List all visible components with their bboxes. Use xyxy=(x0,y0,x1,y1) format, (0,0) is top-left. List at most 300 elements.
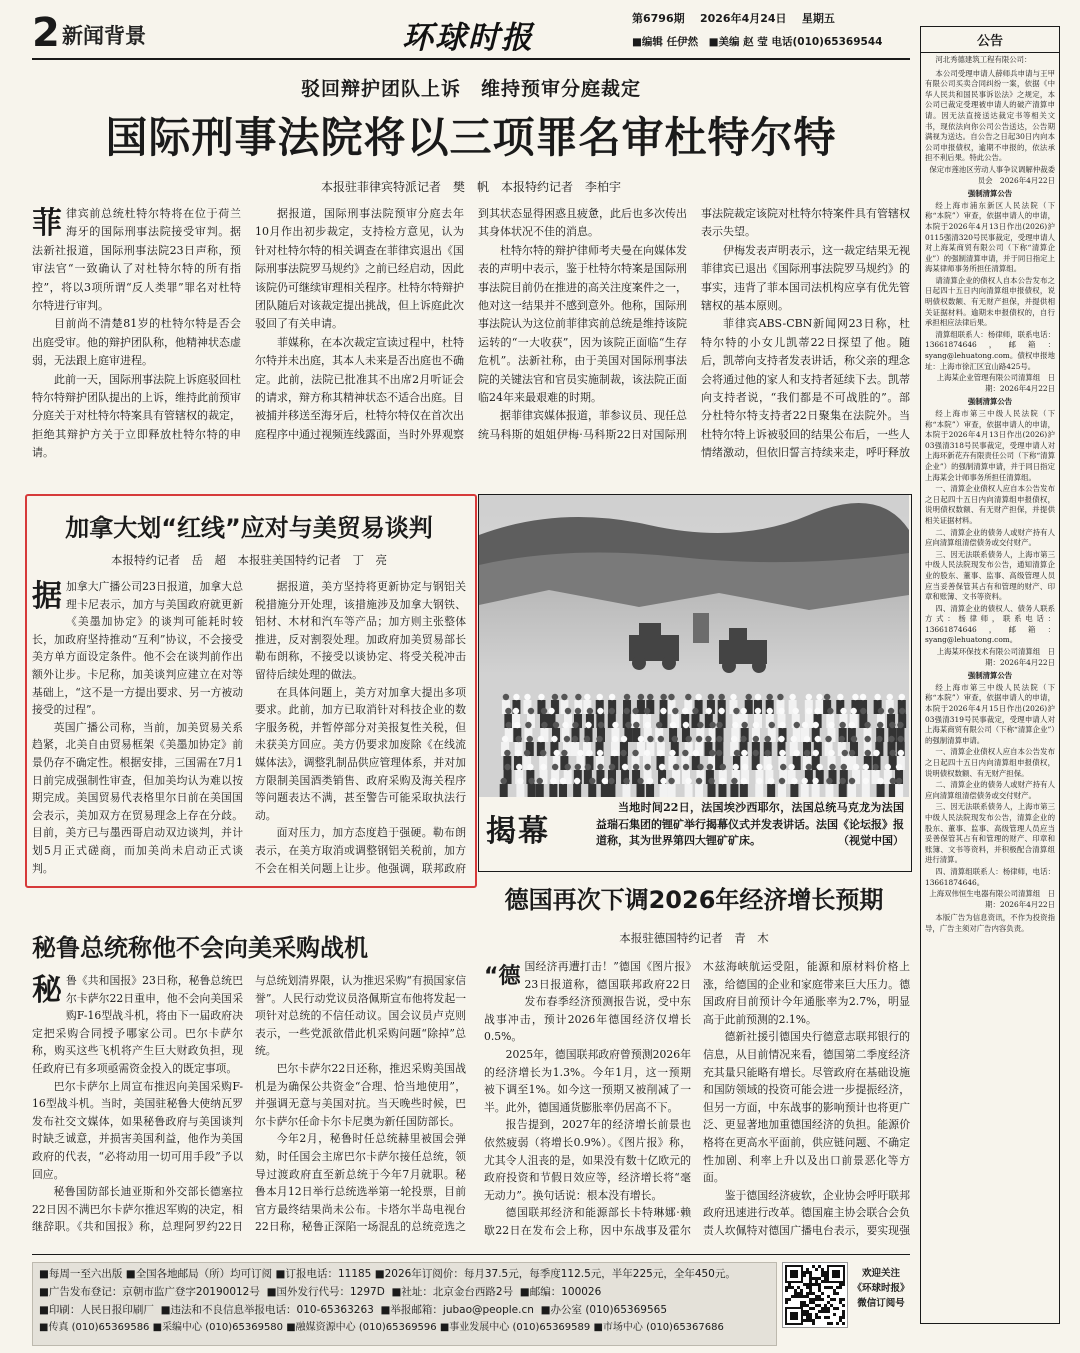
person-head xyxy=(597,750,603,756)
germany-byline: 本报驻德国特约记者 青 木 xyxy=(619,931,769,945)
person-head xyxy=(806,694,812,700)
person xyxy=(730,784,738,797)
paragraph: 报告提到，2027年的经济增长前景也依然疲弱（将增长0.9%）。《图片报》称，尤其令人沮丧的是，如果没有数十亿欧元的政府投资和节假日效应等，经济增长将“毫无动力”。换句话说：根本没有增长。 xyxy=(484,1118,691,1202)
person-head xyxy=(849,750,855,756)
person-head xyxy=(587,708,593,714)
person-head xyxy=(777,694,783,700)
person-head xyxy=(621,736,627,742)
lead-drop-cap: 菲 xyxy=(32,206,62,241)
footer-item: 广告发布登记：京朝市监广登字20190012号 xyxy=(48,1286,260,1298)
person-head xyxy=(685,778,691,784)
notice-paragraph: 二、清算企业的债务人或财产持有人应向清算组清偿债务或交付财产。 xyxy=(925,780,1055,800)
qr-code-icon xyxy=(783,1263,847,1327)
paragraph: 秘鲁国防部长迪亚斯和外交部长德塞拉22日因不满巴尔卡萨尔推迟军购的决定，相继辞职。《共和国报》称，总理阿罗约22日与总统划清界限，认为推迟采购“有损国家信誉”。人民行动党议员洛佩斯宣布他将发起一项针对总统的不信任动议。国会议员卢克则表示，一些党派欲借此机采购问题“除掉”总统。 xyxy=(32,974,466,1234)
person-head xyxy=(504,764,510,770)
person-head xyxy=(806,764,812,770)
footer-rule xyxy=(32,1254,910,1255)
person-head xyxy=(852,694,858,700)
person-head xyxy=(740,736,746,742)
notice-paragraph: 本公司受理申请人薛师兵申请与王甲有限公司买卖合同纠纷一案，依据《中华人民共和国民事诉讼法》之规定，本公司已裁定受理被申请人的破产清算申请。因无法直接送达裁定书等相关文书，现依法向你公司公告送达，公告期满视为送达。自公告之日起30日内向本公司申报债权，逾期不申报的，依法承担不利后果。特此公告。 xyxy=(925,68,1055,163)
person-head xyxy=(693,750,699,756)
person-head xyxy=(505,708,511,714)
footer-item: 融媒资源中心 (010)65369596 xyxy=(295,1322,437,1333)
person-head xyxy=(564,736,570,742)
person-head xyxy=(589,778,595,784)
notice-paragraph: 清算组联系人：杨律师，联系电话：13661874646，邮箱：syang@lehuatong.com。债权申报地址：上海市徐汇区宜山路425号。 xyxy=(925,329,1055,371)
person-head xyxy=(814,708,820,714)
person-head xyxy=(802,722,808,728)
peru-headline: 秘鲁总统称他不会向美采购战机 xyxy=(32,934,368,962)
person-head xyxy=(669,750,675,756)
person-head xyxy=(537,778,543,784)
paragraph: 杜特尔特的辩护律师考夫曼在向媒体发表的声明中表示，鉴于杜特尔特案是国际刑事法院目前仍在推进的高关注度案件之一，他对这一结果并不感到意外。他称，国际刑事法院认为这位前菲律宾前总统是维持该院运转的“一大收获”，因为该院正面临“生存危机”。法新社称，由于美国对国际刑事法院的关键法官和官员实施制裁，该法院正面临24年来最艰难的时期。 xyxy=(478,243,687,405)
person-head xyxy=(865,750,871,756)
person-head xyxy=(731,778,737,784)
person-head xyxy=(623,778,629,784)
footer xyxy=(32,1262,777,1346)
paragraph: 此前一天，国际刑事法院上诉庭驳回杜特尔特辩护团队提出的上诉，维持此前预审分庭关于对杜特尔特案具有管辖权的裁定，拒绝其辩护方关于立即释放杜特尔特的申请。 xyxy=(32,372,241,460)
canada-drop-cap: 据 xyxy=(32,579,62,614)
person xyxy=(622,784,630,797)
person xyxy=(668,784,676,797)
person-head xyxy=(584,736,590,742)
person-head xyxy=(887,694,893,700)
person-head xyxy=(741,750,747,756)
person-head xyxy=(561,750,567,756)
notice-header: 公告 xyxy=(921,27,1059,53)
person-head xyxy=(657,750,663,756)
person-head xyxy=(637,778,643,784)
person-head xyxy=(540,750,546,756)
person-head xyxy=(742,764,748,770)
person-head xyxy=(612,722,618,728)
notice-title: 强制清算公告 xyxy=(967,189,1013,199)
person-head xyxy=(741,778,747,784)
person-head xyxy=(788,764,794,770)
issue-line xyxy=(632,10,835,26)
person-head xyxy=(764,750,770,756)
person-head xyxy=(645,722,651,728)
person-head xyxy=(756,778,762,784)
paragraph: 巴尔卡萨尔22日还称，推迟采购美国战机是为确保公共资金“合理、恰当地使用”，并强调无意与美国对抗。当天晚些时候，巴尔卡萨尔任命卡尔卡尼奥为新任国防部长。 xyxy=(255,1061,466,1128)
person xyxy=(755,784,763,797)
person-head xyxy=(779,722,785,728)
person-head xyxy=(660,694,666,700)
person xyxy=(695,784,703,797)
person-head xyxy=(853,764,859,770)
person-head xyxy=(899,694,905,700)
person-head xyxy=(793,750,799,756)
person-head xyxy=(802,778,808,784)
person-head xyxy=(697,722,703,728)
person-head xyxy=(873,750,879,756)
editors-line xyxy=(632,34,882,49)
person-head xyxy=(597,708,603,714)
person-head xyxy=(779,750,785,756)
person-head xyxy=(541,708,547,714)
person-head xyxy=(804,736,810,742)
footer-item: 订报电话：11185 xyxy=(285,1268,372,1280)
person-head xyxy=(716,722,722,728)
person-head xyxy=(769,722,775,728)
person xyxy=(767,784,775,797)
paragraph: 据报道，美方坚持将更新协定与钢铝关税措施分开处理，该措施涉及加拿大钢铁、铝材、木材和汽车等产品；加方则主张整体推进，反对割裂处理。加政府加美贸易部长勒布朗称，不接受以谈协定、将受关税冲击留待后续处理的做法。 xyxy=(255,580,466,681)
photo-credit: （视觉中国） xyxy=(838,834,904,847)
person-head xyxy=(889,750,895,756)
footer-item: 全国各地邮局（所）均可订阅 xyxy=(135,1268,273,1280)
person-head xyxy=(632,750,638,756)
notice-paragraph: 一、清算企业债权人应自本公告发布之日起四十五日内向清算组申报债权，说明债权数额、有无财产担保，并提供相关证据材料。 xyxy=(925,484,1055,525)
person-head xyxy=(538,736,544,742)
photo-caption-text: 当地时间22日，法国埃沙西耶尔，法国总统马克龙为法国益瑞石集团的锂矿举行揭幕仪式并发表讲话。法国《论坛报》报道称，其为世界第四大锂矿矿床。 xyxy=(596,801,904,847)
notice-paragraph: 四、清算组联系人：杨律师，电话：13661874646。 xyxy=(925,866,1055,887)
photo-unveiling xyxy=(479,495,909,797)
person-head xyxy=(841,764,847,770)
notice-signature: 上海双伟恒生电器有限公司清算组 日期：2026年4月22日 xyxy=(929,889,1055,909)
person-head xyxy=(731,736,737,742)
paragraph: 目前尚不清楚81岁的杜特尔特是否会出庭受审。他的辩护团队称，他精神状态虚弱，无法跟上庭审进程。 xyxy=(32,317,241,368)
notice-paragraph: 河北秀德建筑工程有限公司： xyxy=(935,55,1032,64)
person-head xyxy=(816,694,822,700)
peru-drop-cap: 秘 xyxy=(32,973,62,1008)
person-head xyxy=(572,736,578,742)
footer-line-2: ■广告发布登记：京朝市监广登字20190012号 ■国外发行代号：1297D ■社址：北京金台西路2号 ■邮编：100026 xyxy=(39,1286,602,1298)
notice-title: 强制清算公告 xyxy=(967,397,1013,407)
masthead xyxy=(0,0,1080,60)
person-head xyxy=(527,736,533,742)
person-head xyxy=(827,708,833,714)
person-head xyxy=(516,764,522,770)
person-head xyxy=(647,778,653,784)
person-head xyxy=(644,708,650,714)
person-head xyxy=(552,694,558,700)
person-head xyxy=(638,694,644,700)
person xyxy=(549,784,557,797)
person-head xyxy=(755,694,761,700)
person-head xyxy=(794,722,800,728)
person-head xyxy=(692,708,698,714)
issue-date: 2026年4月24日 xyxy=(699,12,787,25)
person-head xyxy=(849,722,855,728)
photo-caption xyxy=(596,800,904,850)
canada-byline: 本报特约记者 岳 超 本报驻美国特约记者 丁 亮 xyxy=(111,553,387,567)
person-head xyxy=(824,694,830,700)
qr-caption-line: 《环球时报》 xyxy=(852,1283,910,1294)
paragraph: 2025年，德国联邦政府曾预测2026年的经济增长为1.3%。今年1月，这一预期被下调至1%。如今这一预期又被削减了一半。此外，德国通货膨胀率仍居高不下。 xyxy=(484,1047,691,1114)
person-head xyxy=(565,764,571,770)
person-head xyxy=(541,722,547,728)
newspaper-logo xyxy=(402,12,552,56)
person-head xyxy=(596,736,602,742)
person-head xyxy=(768,778,774,784)
person xyxy=(812,784,820,797)
person-head xyxy=(753,722,759,728)
person xyxy=(528,784,536,797)
person-head xyxy=(553,722,559,728)
paragraph: 今年2月，秘鲁时任总统赫里被国会弹劾，时任国会主席巴尔卡萨尔接任总统，领导过渡政府直至新总统于今年7月就职。秘鲁本月12日举行总统选举第一轮投票，目前官方最终结果尚未公布。卡塔尔半岛电视台22日称，秘鲁正深陷一场混乱的总统竞选之 xyxy=(255,1132,466,1234)
person-head xyxy=(515,750,521,756)
person-head xyxy=(829,764,835,770)
notice-paragraph: 经上海市第三中级人民法院（下称“本院”）审查，依据申请人的申请，本院于2026年4月15日作出(2026)沪03强清319号民事裁定，受理申请人对上海某商贸有限公司（下称“清算企业”）的强制清算申请。 xyxy=(925,682,1055,745)
person-head xyxy=(825,736,831,742)
person-head xyxy=(778,708,784,714)
qr-caption-line: 微信订阅号 xyxy=(857,1298,905,1309)
person-head xyxy=(598,722,604,728)
person-head xyxy=(863,778,869,784)
paragraph: 律宾前总统杜特尔特将在位于荷兰海牙的国际刑事法院接受审判。据法新社报道，国际刑事法院23日声称，预审法官“一致确认了对杜特尔特的所有指控”，将以3项所谓“反人类罪”罪名对杜特尔特进行审判。 xyxy=(32,207,241,313)
person-head xyxy=(560,778,566,784)
footer-item: 印刷：人民日报印刷厂 xyxy=(48,1304,154,1316)
footer-item: 社址：北京金台西路2号 xyxy=(401,1286,514,1298)
footer-line-4: ■传真 (010)65369586 ■采编中心 (010)65369580 ■融媒资源中心 (010)65369596 ■事业发展中心 (010)65369589 ■市场中心 (010)65367686 xyxy=(39,1322,724,1333)
person-head xyxy=(668,694,674,700)
person-head xyxy=(877,722,883,728)
person-head xyxy=(896,778,902,784)
person-head xyxy=(524,694,530,700)
notice-paragraph: 四、清算企业的债权人、债务人联系方式：杨律师，联系电话：13661874646，邮箱：syang@lehuatong.com。 xyxy=(925,603,1055,645)
person xyxy=(718,784,726,797)
person-head xyxy=(753,736,759,742)
person-head xyxy=(554,750,560,756)
footer-item: 国外发行代号：1297D xyxy=(276,1286,385,1298)
person-head xyxy=(682,750,688,756)
person-head xyxy=(660,708,666,714)
person xyxy=(685,784,693,797)
person-head xyxy=(707,764,713,770)
person-head xyxy=(888,736,894,742)
photo-title: 揭幕 xyxy=(486,814,550,849)
person-head xyxy=(647,736,653,742)
person-head xyxy=(779,778,785,784)
person-head xyxy=(658,736,664,742)
person-head xyxy=(888,708,894,714)
paragraph: 据菲律宾媒体报道，菲参议员、现任总统马科斯的姐姐伊梅·马科斯22日对国际刑事法院裁定该院对杜特尔特案件具有管辖权表示失望。 xyxy=(478,207,910,441)
paragraph: 据报道，国际刑事法院预审分庭去年10月作出初步裁定，支持检方意见，认为针对杜特尔特的相关调查在菲律宾退出《国际刑事法院罗马规约》之前已经启动，因此该院仍可继续审理相关程序。杜特尔特辩护团队随后对该裁定提出挑战，但上诉庭此次驳回了有关申请。 xyxy=(255,207,464,331)
person-head xyxy=(538,694,544,700)
person-head xyxy=(732,722,738,728)
footer-line-3: ■印刷：人民日报印刷厂 ■违法和不良信息举报电话：010-65363263 ■举报邮箱：jubao@people.cn ■办公室 (010)65369565 xyxy=(39,1304,667,1316)
person-head xyxy=(506,722,512,728)
canada-headline: 加拿大划“红线”应对与美贸易谈判 xyxy=(65,514,433,542)
person-head xyxy=(682,708,688,714)
person-head xyxy=(850,708,856,714)
person xyxy=(516,784,524,797)
person-head xyxy=(696,778,702,784)
paragraph: 巴尔卡萨尔上周宣布推迟向美国采购F-16型战斗机。当时，美国驻秘鲁大使纳瓦罗发布社交文媒体，如果秘鲁政府与美国谈判时缺乏诚意，并损害美国利益，他作为美国政府的代表，“必将动用一切可用手段”予以回应。 xyxy=(32,1079,243,1181)
person-head xyxy=(849,778,855,784)
notice-paragraph: 一、清算企业债权人应自本公告发布之日起四十五日内向清算组申报债权，说明债权数额、有无财产担保。 xyxy=(925,747,1055,778)
person-head xyxy=(528,778,534,784)
person-head xyxy=(633,764,639,770)
footer-item: 事业发展中心 (010)65369589 xyxy=(449,1322,591,1333)
peru-article xyxy=(32,972,466,1248)
person-head xyxy=(585,722,591,728)
person xyxy=(588,784,596,797)
person-head xyxy=(527,764,533,770)
notice-signature: 上海某企业管理有限公司清算组 日期：2026年4月22日 xyxy=(936,373,1055,393)
notice-title: 强制清算公告 xyxy=(967,671,1013,681)
notice-block xyxy=(925,397,1055,668)
person-head xyxy=(575,708,581,714)
person-head xyxy=(766,764,772,770)
person-head xyxy=(863,764,869,770)
footer-line-1: ■每周一至六出版 ■全国各地邮局（所）均可订阅 ■订报电话：11185 ■2026年订阅价：每月37.5元，每季度112.5元，半年225元，全年450元。 xyxy=(39,1268,736,1280)
person-head xyxy=(813,750,819,756)
person-head xyxy=(706,708,712,714)
footer-item: 举报邮箱：jubao@people.cn xyxy=(390,1304,534,1316)
person-head xyxy=(864,722,870,728)
lead-byline: 本报驻菲律宾特派记者 樊 帆 本报特约记者 李柏宇 xyxy=(320,180,621,194)
paragraph: 在具体问题上，美方对加拿大提出多项要求。此前，加方已取消针对科技企业的数字服务税，并暂停部分对美报复性关税，但未获美方回应。美方仍要求加废除《在线流媒体法》，调整乳制品供应管理体系，并对加方限制美国酒类销售、政府采购及海关程序等问题表达不满，甚至警告可能采取执法行动。 xyxy=(255,685,466,822)
person-head xyxy=(878,708,884,714)
person-head xyxy=(780,764,786,770)
person-head xyxy=(826,778,832,784)
person-head xyxy=(647,694,653,700)
person-head xyxy=(817,764,823,770)
person-head xyxy=(670,722,676,728)
person-head xyxy=(709,750,715,756)
person-head xyxy=(890,778,896,784)
person-head xyxy=(874,694,880,700)
person-head xyxy=(839,722,845,728)
page-number: 2 xyxy=(32,10,60,56)
person-head xyxy=(612,736,618,742)
person-head xyxy=(897,722,903,728)
person-head xyxy=(876,736,882,742)
paragraph: 德国联邦经济和能源部长卡特琳娜·赖歇22日在发布会上称，因中东战事及霍尔木兹海峡航运受阻，能源和原材料价格上涨，给德国的企业和家庭带来巨大压力。德国政府目前预计今年通胀率为2.7%，明显高于此前预测的2.1%。 xyxy=(484,960,910,1237)
paragraph: 国经济再遭打击！”德国《图片报》23日报道称，德国联邦政府22日发布春季经济预测报告说，受中东战事冲击，预计2026年德国经济仅增长0.5%。 xyxy=(484,960,691,1044)
footer-item: 违法和不良信息举报电话：010-65363263 xyxy=(170,1304,374,1316)
person-head xyxy=(685,736,691,742)
qr-caption-line: 欢迎关注 xyxy=(861,1268,900,1279)
person xyxy=(862,784,870,797)
notice-signature: 保定市莲池区劳动人事争议调解仲裁委员会 2026年4月22日 xyxy=(929,164,1055,185)
footer-item: 采编中心 (010)65369580 xyxy=(162,1322,284,1333)
paragraph: 鲁《共和国报》23日称，秘鲁总统巴尔卡萨尔22日重申，他不会向美国采购F-16型战斗机，将由下一届政府决定把采购合同授予哪家公司。巴尔卡萨尔称，购买这些飞机将产生巨大财政负担，现任政府已有多项亟需资金投入的既定事项。 xyxy=(32,974,243,1075)
footer-item: 市场中心 (010)65367686 xyxy=(602,1322,724,1333)
person-head xyxy=(716,736,722,742)
notice-paragraph: 二、清算企业的债务人或财产持有人应向清算组清偿债务或交付财产。 xyxy=(925,527,1055,548)
germany-headline: 德国再次下调2026年经济增长预期 xyxy=(504,886,884,914)
person-head xyxy=(501,778,507,784)
person-head xyxy=(503,694,509,700)
person-head xyxy=(638,736,644,742)
person-head xyxy=(585,764,591,770)
person-head xyxy=(659,764,665,770)
person-head xyxy=(756,764,762,770)
person-head xyxy=(733,708,739,714)
person-head xyxy=(632,708,638,714)
person-head xyxy=(624,708,630,714)
paragraph: 菲媒称，在本次裁定宣读过程中，杜特尔特并未出庭，其本人未来是否出庭也不确定。此前，法院已批准其不出席2月听证会的请求，辩方称其精神状态不适合出庭。目被捕并移送至海牙后，杜特尔特仅在首次出庭程序中通过视频连线露面，当时外界观察到其状态显得困惑且疲惫，此后也多次传出其身体状况不佳的消息。 xyxy=(255,207,687,441)
lead-headline: 国际刑事法院将以三项罪名审杜特尔特 xyxy=(105,113,837,162)
person-head xyxy=(896,764,902,770)
person-head xyxy=(584,694,590,700)
person xyxy=(660,784,668,797)
person-head xyxy=(753,750,759,756)
notice-paragraph: 经上海市第三中级人民法院（下称“本院”）审查，依据申请人的申请，本院于2026年4月13日作出(2026)沪03强清318号民事裁定，受理申请人对上海环新花卉有限责任公司（下称“清算企业”）的强制清算申请，并于同日指定上海某会计师事务所担任清算组。 xyxy=(925,409,1055,482)
person-head xyxy=(586,750,592,756)
footer-item: 2026年订阅价：每月37.5元，每季度112.5元，半年225元，全年450元。 xyxy=(384,1268,736,1280)
person-head xyxy=(609,694,615,700)
person-head xyxy=(806,708,812,714)
person-head xyxy=(551,736,557,742)
person-head xyxy=(540,764,546,770)
person xyxy=(790,784,798,797)
paragraph: 菲律宾ABS-CBN新闻网23日称，杜特尔特的小女儿凯蒂22日探望了他。随后，凯蒂向支持者发表讲话，称父亲的理念会将通过他的家人和支持者延续下去。凯蒂向支持者说，“我们都是不可战胜的”。部分杜特尔特支持者22日聚集在法院外。当杜特尔特上诉被驳回的结果公布后，一些人情绪激动，但依旧誓言持续来走，呼吁释放 xyxy=(701,317,910,460)
person-head xyxy=(695,694,701,700)
photo-scene xyxy=(479,495,909,797)
person-head xyxy=(839,736,845,742)
person xyxy=(825,784,833,797)
notice-paragraph: 三、因无法联系债务人，上海市第三中级人民法院现发布公告，清算企业的股东、董事、监事、高级管理人员应当妥善保管其占有和管理的财产、印章和账簿、文书等资料，并积极配合清算组进行清算。 xyxy=(925,802,1055,865)
person-head xyxy=(548,708,554,714)
person-head xyxy=(733,764,739,770)
person-head xyxy=(851,736,857,742)
person xyxy=(877,784,885,797)
notice-block xyxy=(925,671,1055,910)
person-head xyxy=(528,708,534,714)
paragraph: 德新社援引德国央行德意志联邦银行的信息，从目前情况来看，德国第二季度经济充其量只能略有增长。尽管政府在基础设施和国防领域的投资可能会进一步提振经济，但另一方面，中东战事的影响预计也将更广泛、更显著地加重德国经济的负担。能源价格将在更高水平面前，供应链问题、不确定性加剧、利率上升以及出口前景恶化等方面。 xyxy=(703,1030,910,1185)
person-head xyxy=(877,778,883,784)
person-head xyxy=(525,722,531,728)
canada-article xyxy=(32,578,466,878)
person xyxy=(848,784,856,797)
person-head xyxy=(837,694,843,700)
person-head xyxy=(741,722,747,728)
person-head xyxy=(572,722,578,728)
person-head xyxy=(734,750,740,756)
person-head xyxy=(864,736,870,742)
person-head xyxy=(697,764,703,770)
person-head xyxy=(696,736,702,742)
germany-article xyxy=(484,958,910,1248)
notice-body xyxy=(921,53,1059,938)
person-head xyxy=(898,750,904,756)
notice-column xyxy=(920,26,1060,1324)
person-head xyxy=(828,750,834,756)
wechat-qr-code[interactable] xyxy=(782,1262,848,1328)
germany-drop-cap: “德 xyxy=(484,964,521,989)
person-head xyxy=(611,750,617,756)
masthead-rule xyxy=(32,58,910,60)
person-head xyxy=(552,764,558,770)
person-head xyxy=(840,708,846,714)
issue-weekday: 星期五 xyxy=(801,12,835,25)
editors: 编辑 任伊然 ■美编 赵 莹 电话(010)65369544 xyxy=(641,36,883,48)
person-head xyxy=(504,750,510,756)
person-head xyxy=(793,708,799,714)
person-head xyxy=(791,778,797,784)
person-head xyxy=(815,736,821,742)
footer-item: 办公室 (010)65369565 xyxy=(550,1304,667,1316)
paragraph: 英国广播公司称，当前，加美贸易关系趋紧，北美自由贸易框架《美墨加协定》前景仍存不确定性。根据安排，三国需在7月1日前完成强制性审查，但加美均认为难以按期完成。美国贸易代表格里尔日前在美国国会表示，美加双方在贸易理念上存在分歧。目前，美方已与墨西哥启动双边谈判，并计划5月正式磋商，而加美尚未启动正式谈判。 xyxy=(32,720,243,875)
person-head xyxy=(718,708,724,714)
square-icon: ■ xyxy=(632,36,642,48)
person-head xyxy=(672,736,678,742)
notice-paragraph: 三、因无法联系债务人，上海市第三中级人民法院现发布公告，通知清算企业的股东、董事、监事、高级管理人员应当妥善保管其占有和管理的财产、印章和账簿、文书等资料。 xyxy=(925,549,1055,602)
paragraph: 鉴于德国经济疲软，企业协会呼吁联邦政府迅速进行改革。德国雇主协会联合会负责人坎佩特对德国广播电台表示，要实现强 xyxy=(703,1188,910,1237)
person-head xyxy=(708,694,714,700)
person-head xyxy=(755,708,761,714)
footer-item: 邮编：100026 xyxy=(529,1286,602,1298)
paragraph: 面对压力，加方态度趋于强硬。勒布朗表示，在美方取消或调整钢铝关税前，加方不会在相关问题上让步。他强调，联邦政府 xyxy=(255,826,466,875)
person-head xyxy=(840,778,846,784)
person-head xyxy=(644,750,650,756)
person-head xyxy=(561,694,567,700)
person-head xyxy=(860,694,866,700)
person-head xyxy=(672,708,678,714)
